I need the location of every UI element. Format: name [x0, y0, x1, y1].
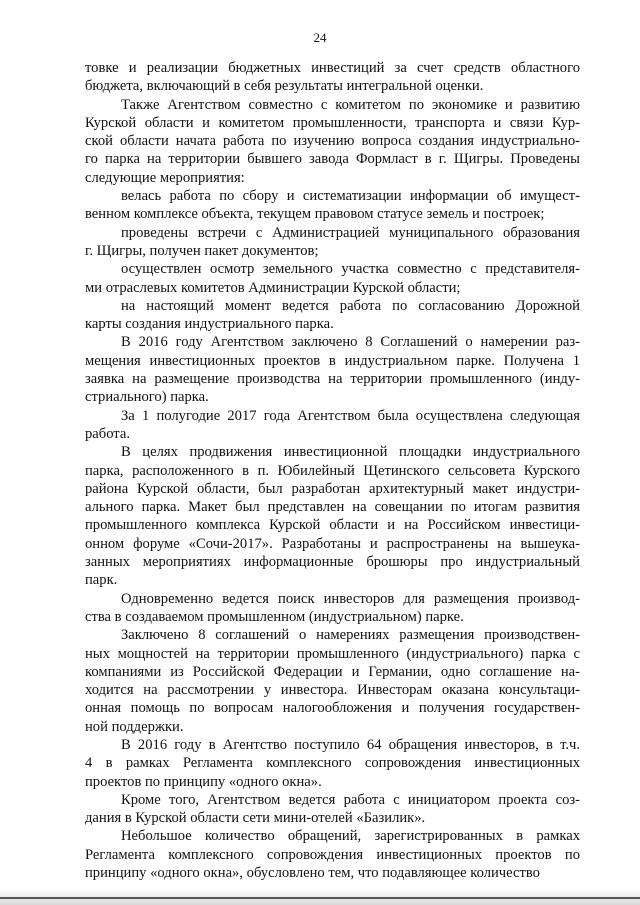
paragraph [85, 187, 580, 224]
text-line: В 2016 году Агентством заключено 8 Соглашений о намерении раз- [121, 334, 580, 351]
scan-edge-line [0, 897, 640, 899]
text-line: осуществлен осмотр земельного участка совместно с представителя- [121, 261, 580, 278]
paragraph [85, 333, 580, 406]
text-line: карты создания индустриального парка. [85, 316, 334, 333]
text-line: ства в создаваемом промышленном (индустриальном) парке. [85, 608, 464, 625]
paragraph [85, 297, 580, 334]
text-line: г. Щигры, получен пакет документов; [85, 242, 319, 259]
paragraph [85, 791, 580, 828]
text-line: Небольшое количество обращений, зарегистрированных в рамках [121, 828, 580, 845]
paragraph [85, 260, 580, 297]
text-line: Регламента комплексного сопровождения инвестиционных проектов по [85, 846, 580, 863]
text-line: промышленного комплекса Курской области и на Российском инвестици- [85, 517, 580, 534]
paragraph [85, 443, 580, 589]
paragraph [85, 59, 580, 96]
text-line: парка, расположенного в п. Юбилейный Щетинского сельсовета Курского [85, 462, 580, 479]
text-line: товке и реализации бюджетных инвестиций за счет средств областного [85, 60, 580, 76]
text-line: следующие мероприятия: [85, 169, 245, 186]
text-line: занных мероприятиях информационные брошюры про индустриальный [85, 554, 580, 571]
text-line: заявка на размещение производства на территории промышленного (инду- [85, 371, 580, 388]
paragraph [85, 224, 580, 261]
text-line: венном комплексе объекта, текущем правовом статусе земель и построек; [85, 206, 545, 223]
text-line: мещения инвестиционных проектов в индустриальном парке. Получена 1 [85, 352, 580, 369]
text-line: парк. [85, 572, 118, 589]
text-line: 4 в рамках Регламента комплексного сопровождения инвестиционных [85, 755, 580, 772]
text-line: ных мощностей на территории промышленного (индустриального) парка с [85, 645, 580, 662]
text-line: Кроме того, Агентством ведется работа с инициатором проекта соз- [121, 791, 580, 808]
paragraph [85, 827, 580, 882]
text-line: ходится на рассмотрении у инвестора. Инвесторам оказана консультаци- [85, 682, 580, 699]
text-line: онном форуме «Сочи-2017». Разработаны и распространены на вышеука- [85, 535, 580, 552]
text-line: За 1 полугодие 2017 года Агентством была осуществлена следующая [121, 407, 580, 424]
text-line: проектов по принципу «одного окна». [85, 773, 322, 790]
paragraph [85, 736, 580, 791]
paragraph [85, 590, 580, 627]
text-line: го парка на территории бывшего завода Формласт в г. Щигры. Проведены [85, 151, 580, 168]
text-line: ального парка. Макет был представлен на совещании по итогам развития [85, 499, 580, 516]
text-line: дания в Курской области сети мини-отелей «Базилик». [85, 810, 426, 827]
page-number: 24 [313, 30, 327, 45]
text-line: ми отраслевых комитетов Администрации Курской области; [85, 279, 461, 296]
text-line: проведены встречи с Администрацией муниципального образования [121, 224, 580, 241]
text-line: бюджета, включающий в себя результаты интегральной оценки. [85, 78, 484, 95]
text-line: Также Агентством совместно с комитетом по экономике и развитию [121, 96, 580, 113]
text-line: В целях продвижения инвестиционной площадки индустриального [121, 444, 580, 461]
paragraph [85, 626, 580, 736]
text-line: Курской области и комитетом промышленности, транспорта и связи Кур- [85, 114, 580, 131]
text-line: района Курской области, был разработан архитектурный макет индустри- [85, 480, 580, 497]
text-line: ной поддержки. [85, 718, 184, 735]
paragraph [85, 407, 580, 444]
text-line: В 2016 году в Агентство поступило 64 обращения инвесторов, в т.ч. [121, 736, 580, 753]
text-line: работа. [85, 425, 130, 442]
text-line: велась работа по сбору и систематизации информации об имущест- [121, 188, 580, 205]
text-line: онная помощь по вопросам налогообложения и получения государствен- [85, 700, 580, 717]
text-line: компаниями из Российской Федерации и Германии, одно соглашение на- [85, 663, 580, 680]
text-line: стриального) парка. [85, 389, 209, 406]
text-line: ской области начата работа по изучению вопроса создания индустриально- [85, 133, 580, 150]
document-body [85, 59, 580, 882]
text-line: на настоящий момент ведется работа по согласованию Дорожной [121, 297, 580, 314]
text-line: Одновременно ведется поиск инвесторов для размещения производ- [121, 590, 580, 607]
text-line: Заключено 8 соглашений о намерениях размещения производствен- [121, 627, 580, 644]
paragraph [85, 96, 580, 187]
text-line: принципу «одного окна», обусловлено тем, что подавляющее количество [85, 865, 540, 882]
